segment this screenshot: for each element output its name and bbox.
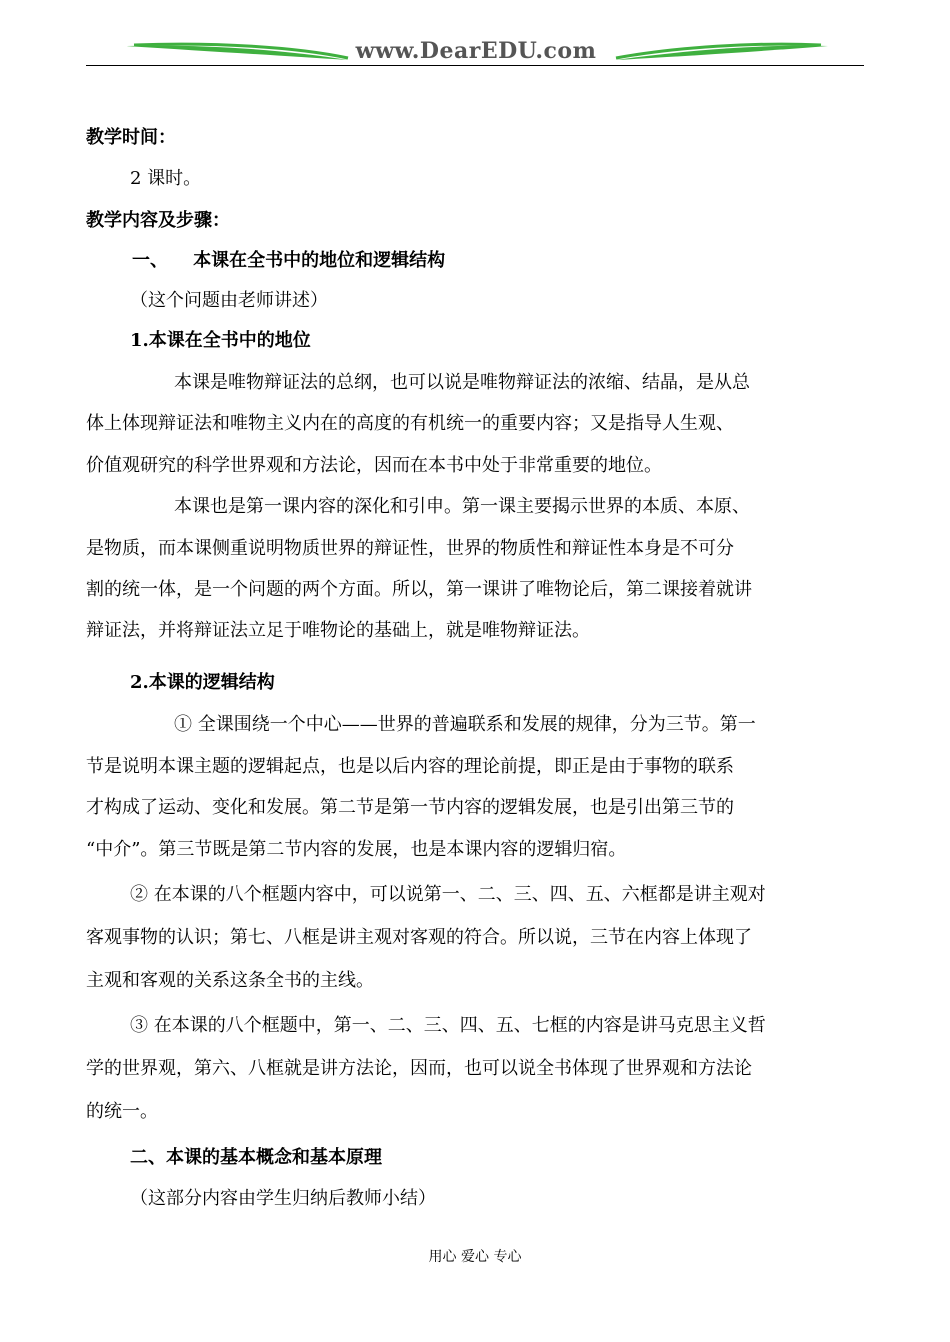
para5-line: 学的世界观，第六、八框就是讲方法论，因而，也可以说全书体现了世界观和方法论 <box>86 1058 752 1079</box>
para4-line: 客观事物的认识；第七、八框是讲主观对客观的符合。所以说，三节在内容上体现了 <box>86 927 752 948</box>
para3-line: 节是说明本课主题的逻辑起点，也是以后内容的理论前提，即正是由于事物的联系 <box>86 756 734 777</box>
sub1-title: 1.本课在全书中的地位 <box>130 330 311 351</box>
teaching-time-value: 2 课时。 <box>130 168 202 189</box>
para2-line: 本课也是第一课内容的深化和引申。第一课主要揭示世界的本质、本原、 <box>174 496 750 517</box>
para1-line: 体上体现辩证法和唯物主义内在的高度的有机统一的重要内容；又是指导人生观、 <box>86 413 734 434</box>
para4-line: ② 在本课的八个框题内容中，可以说第一、二、三、四、五、六框都是讲主观对 <box>130 884 766 905</box>
para3-line: “中介”。第三节既是第二节内容的发展，也是本课内容的逻辑归宿。 <box>86 839 627 860</box>
para2-line: 割的统一体，是一个问题的两个方面。所以，第一课讲了唯物论后，第二课接着就讲 <box>86 579 752 600</box>
section1-title: 一、 本课在全书中的地位和逻辑结构 <box>132 250 446 271</box>
section2-note: （这部分内容由学生归纳后教师小结） <box>130 1188 436 1209</box>
header-divider <box>86 65 864 66</box>
section1-note: （这个问题由老师讲述） <box>130 290 328 311</box>
para2-line: 是物质，而本课侧重说明物质世界的辩证性，世界的物质性和辩证性本身是不可分 <box>86 538 734 559</box>
para3-line: ① 全课围绕一个中心——世界的普遍联系和发展的规律，分为三节。第一 <box>174 714 756 735</box>
page-footer: 用心 爱心 专心 <box>428 1249 522 1265</box>
page-header <box>86 34 864 70</box>
para5-line: 的统一。 <box>86 1101 158 1122</box>
para5-line: ③ 在本课的八个框题中，第一、二、三、四、五、七框的内容是讲马克思主义哲 <box>130 1015 766 1036</box>
header-logo-text: www.DearEDU.com <box>355 38 597 64</box>
sub2-title: 2.本课的逻辑结构 <box>130 672 275 693</box>
section2-title: 二、本课的基本概念和基本原理 <box>130 1147 382 1168</box>
para4-line: 主观和客观的关系这条全书的主线。 <box>86 970 374 991</box>
para1-line: 价值观研究的科学世界观和方法论，因而在本书中处于非常重要的地位。 <box>86 455 662 476</box>
teaching-time-heading: 教学时间： <box>86 127 176 148</box>
para1-line: 本课是唯物辩证法的总纲，也可以说是唯物辩证法的浓缩、结晶，是从总 <box>174 372 750 393</box>
para2-line: 辩证法，并将辩证法立足于唯物论的基础上，就是唯物辩证法。 <box>86 620 590 641</box>
content-steps-heading: 教学内容及步骤： <box>86 210 230 231</box>
para3-line: 才构成了运动、变化和发展。第二节是第一节内容的逻辑发展，也是引出第三节的 <box>86 797 734 818</box>
